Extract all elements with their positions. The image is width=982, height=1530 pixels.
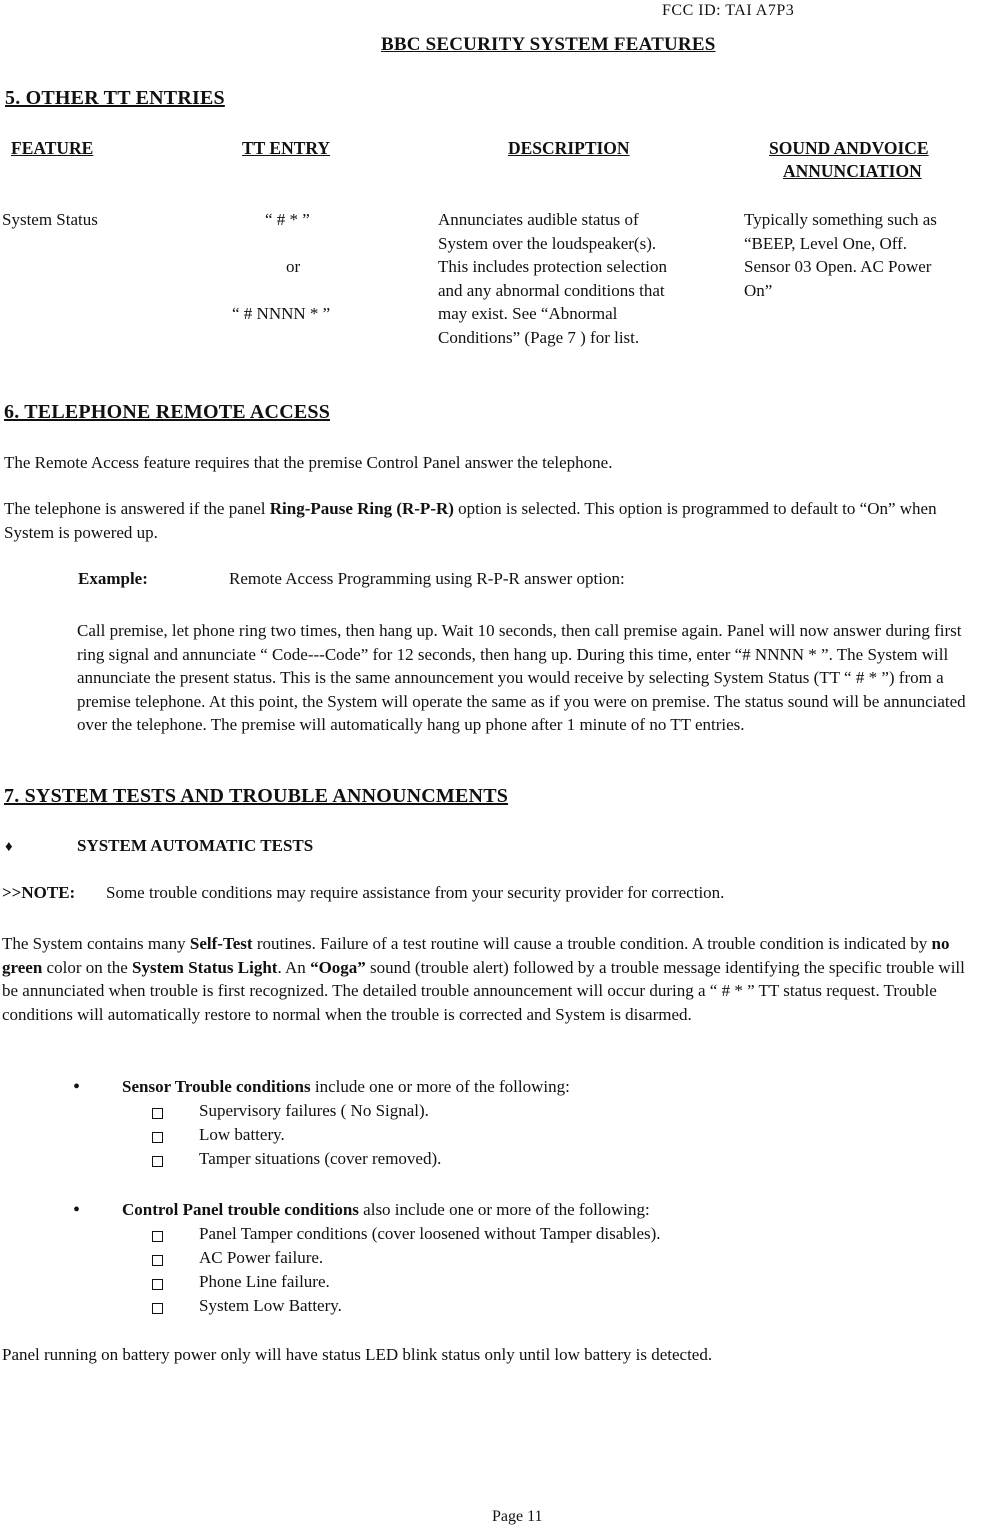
self-test-text: color on the bbox=[42, 957, 132, 977]
description-line: System over the loudspeaker(s). bbox=[438, 233, 657, 253]
checkbox-square-icon bbox=[152, 1132, 163, 1143]
section-5-heading: 5. OTHER TT ENTRIES bbox=[5, 87, 225, 109]
checkbox-square-icon bbox=[152, 1279, 163, 1290]
self-test-text: sound (trouble alert) followed by a trouble message identifying the specific trouble will be annunciated when trouble is first recognized. The detailed trouble announcement will occur during a “ # * ” TT status request. Trouble conditions will automatically restore to normal when the trouble is corrected and System is disarmed. bbox=[2, 957, 965, 1024]
row-sound bbox=[744, 208, 937, 302]
battery-led-note: Panel running on battery power only will have status LED blink status only until low battery is detected. bbox=[2, 1345, 713, 1364]
remote-access-intro: The Remote Access feature requires that the premise Control Panel answer the telephone. bbox=[4, 453, 613, 472]
checkbox-square-icon bbox=[152, 1255, 163, 1266]
sensor-trouble-bold: Sensor Trouble conditions bbox=[122, 1077, 311, 1096]
description-line: Annunciates audible status of bbox=[438, 210, 639, 229]
col-sound-header-line1: SOUND ANDVOICE bbox=[769, 138, 929, 158]
sensor-trouble-line bbox=[122, 1077, 570, 1097]
self-test-text: routines. Failure of a test routine will cause a trouble condition. A trouble condition is indicated by bbox=[252, 934, 932, 953]
col-feature-header: FEATURE bbox=[11, 138, 94, 158]
note-label: >>NOTE: bbox=[2, 883, 76, 902]
col-description-header: DESCRIPTION bbox=[508, 138, 630, 158]
row-description bbox=[438, 208, 667, 349]
section-6-heading: 6. TELEPHONE REMOTE ACCESS bbox=[4, 401, 331, 423]
rpr-paragraph bbox=[4, 497, 976, 544]
note-text: Some trouble conditions may require assistance from your security provider for correction. bbox=[106, 883, 725, 902]
checkbox-square-icon bbox=[152, 1303, 163, 1314]
diamond-bullet-icon: ♦ bbox=[5, 839, 13, 855]
rpr-text-b: option is selected. This option is programmed to default to “On” when System is powered up. bbox=[4, 499, 937, 542]
col-tt-entry-header: TT ENTRY bbox=[242, 138, 331, 158]
fcc-id: FCC ID: TAI A7P3 bbox=[662, 2, 795, 19]
sound-line: “BEEP, Level One, Off. bbox=[744, 233, 908, 253]
panel-item: AC Power failure. bbox=[199, 1248, 324, 1267]
sound-line: On” bbox=[744, 280, 773, 300]
example-label: Example: bbox=[78, 569, 148, 588]
self-test-text: The System contains many bbox=[2, 934, 190, 953]
col-sound-header-line2: ANNUNCIATION bbox=[783, 161, 922, 181]
self-test-paragraph bbox=[2, 932, 976, 1026]
description-line: This includes protection selection bbox=[438, 257, 667, 276]
sound-line: Typically something such as bbox=[744, 210, 937, 229]
row-tt-entry-2: “ # NNNN * ” bbox=[232, 304, 331, 323]
automatic-tests-subheading: SYSTEM AUTOMATIC TESTS bbox=[77, 836, 314, 855]
sensor-item: Supervisory failures ( No Signal). bbox=[199, 1101, 429, 1120]
panel-trouble-bold: Control Panel trouble conditions bbox=[122, 1200, 359, 1219]
ooga-bold: “Ooga” bbox=[310, 957, 366, 977]
checkbox-square-icon bbox=[152, 1231, 163, 1242]
panel-item: System Low Battery. bbox=[199, 1296, 342, 1315]
row-tt-entry-1: “ # * ” bbox=[265, 210, 310, 229]
dot-bullet-icon: • bbox=[73, 1199, 81, 1221]
rpr-text-a: The telephone is answered if the panel bbox=[4, 499, 270, 518]
row-tt-or: or bbox=[286, 257, 301, 276]
panel-trouble-rest: also include one or more of the following: bbox=[358, 1200, 650, 1219]
no-green-bold: no green bbox=[2, 934, 950, 977]
checkbox-square-icon bbox=[152, 1156, 163, 1167]
document-title: BBC SECURITY SYSTEM FEATURES bbox=[381, 34, 716, 55]
page-number: Page 11 bbox=[492, 1508, 543, 1525]
status-light-bold: System Status Light bbox=[132, 957, 278, 977]
self-test-bold: Self-Test bbox=[189, 934, 253, 953]
dot-bullet-icon: • bbox=[73, 1076, 81, 1098]
example-text: Remote Access Programming using R-P-R answer option: bbox=[229, 569, 625, 588]
sensor-item: Tamper situations (cover removed). bbox=[199, 1149, 442, 1168]
row-feature: System Status bbox=[2, 210, 98, 229]
self-test-text: . An bbox=[277, 957, 311, 977]
panel-trouble-line bbox=[122, 1200, 650, 1220]
sound-line: Sensor 03 Open. AC Power bbox=[744, 257, 932, 276]
description-line: may exist. See “Abnormal bbox=[438, 304, 618, 323]
sensor-trouble-rest: include one or more of the following: bbox=[310, 1077, 570, 1096]
checkbox-square-icon bbox=[152, 1108, 163, 1119]
panel-item: Phone Line failure. bbox=[199, 1272, 330, 1291]
description-line: Conditions” (Page 7 ) for list. bbox=[438, 327, 640, 347]
section-7-heading: 7. SYSTEM TESTS AND TROUBLE ANNOUNCMENTS bbox=[4, 785, 509, 807]
example-body: Call premise, let phone ring two times, then hang up. Wait 10 seconds, then call premise again. Panel will now answer during first ring signal and annunciate “ Code---Code” for 12 seconds, then hang up. During this time, enter “# NNNN * ”. The System will annunciate the present status. This is the same announcement you would receive by selecting System Status (TT “ # * ”) from a premise telephone. At this point, the System will operate the same as if you were on premise. The status sound will be annunciated over the telephone. The premise will automatically hang up phone after 1 minute of no TT entries. bbox=[77, 621, 966, 735]
rpr-option-name: Ring-Pause Ring (R-P-R) bbox=[269, 499, 454, 518]
description-line: and any abnormal conditions that bbox=[438, 280, 665, 300]
panel-item: Panel Tamper conditions (cover loosened without Tamper disables). bbox=[199, 1224, 661, 1243]
sensor-item: Low battery. bbox=[199, 1125, 285, 1144]
